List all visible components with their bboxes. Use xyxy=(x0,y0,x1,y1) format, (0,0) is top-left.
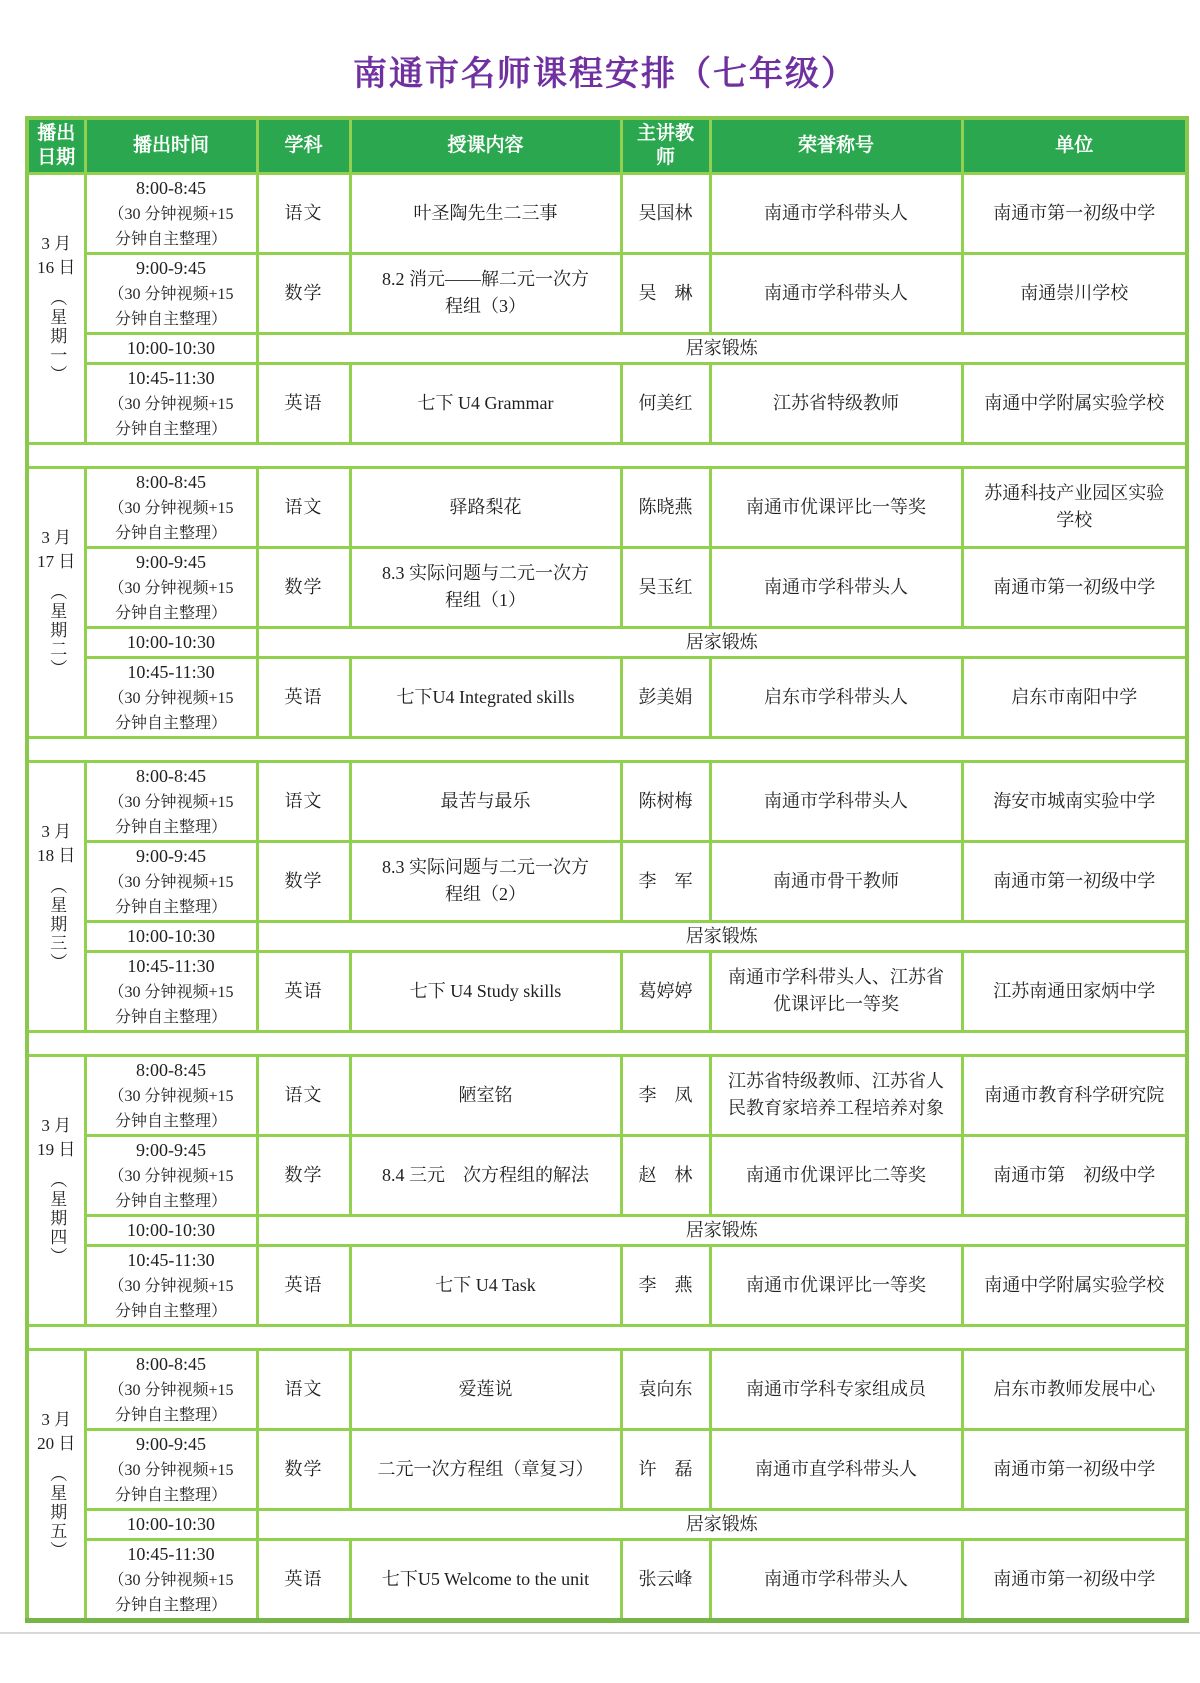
date-day: 16 日 xyxy=(37,258,76,277)
separator-cell xyxy=(27,1031,1187,1055)
subject-cell: 语文 xyxy=(257,467,350,547)
subject-cell: 语文 xyxy=(257,1055,350,1135)
time-note-line1: （30 分钟视频+15 xyxy=(108,1461,234,1479)
lesson-row xyxy=(27,1055,1187,1135)
header-row xyxy=(27,118,1187,173)
time-range: 8:00-8:45 xyxy=(136,1059,206,1080)
content-cell: 驿路梨花 xyxy=(350,467,621,547)
honor-cell: 南通市学科带头人 xyxy=(710,253,962,333)
time-note-line2: 分钟自主整理） xyxy=(114,1596,227,1614)
teacher-cell: 李 燕 xyxy=(621,1245,710,1325)
lesson-row xyxy=(27,657,1187,737)
teacher-cell: 李 军 xyxy=(621,841,710,921)
time-note-line1: （30 分钟视频+15 xyxy=(108,873,234,891)
time-note-line1: （30 分钟视频+15 xyxy=(108,285,234,303)
time-note-line1: （30 分钟视频+15 xyxy=(108,1277,234,1295)
content-cell: 二元一次方程组（章复习） xyxy=(350,1429,621,1509)
honor-cell: 南通市优课评比二等奖 xyxy=(710,1135,962,1215)
time-cell xyxy=(85,921,257,951)
date-month: 3 月 xyxy=(41,822,72,841)
honor-cell: 南通市学科带头人 xyxy=(710,1539,962,1620)
teacher-cell: 吴国林 xyxy=(621,173,710,253)
subject-cell: 数学 xyxy=(257,1429,350,1509)
date-weekday: （星期五） xyxy=(47,1465,67,1560)
content-cell: 最苦与最乐 xyxy=(350,761,621,841)
time-cell xyxy=(85,467,257,547)
exercise-cell: 居家锻炼 xyxy=(257,1215,1187,1245)
time-cell xyxy=(85,173,257,253)
time-note-line1: （30 分钟视频+15 xyxy=(108,1167,234,1185)
honor-cell: 江苏省特级教师、江苏省人民教育家培养工程培养对象 xyxy=(710,1055,962,1135)
time-range: 10:00-10:30 xyxy=(127,925,215,946)
teacher-cell: 赵 林 xyxy=(621,1135,710,1215)
time-range: 10:00-10:30 xyxy=(127,1219,215,1240)
lesson-row xyxy=(27,467,1187,547)
date-day: 18 日 xyxy=(37,846,76,865)
content-cell: 七下 U4 Study skills xyxy=(350,951,621,1031)
date-day: 20 日 xyxy=(37,1434,76,1453)
time-range: 8:00-8:45 xyxy=(136,765,206,786)
lesson-row xyxy=(27,951,1187,1031)
time-range: 9:00-9:45 xyxy=(136,1139,206,1160)
teacher-cell: 许 磊 xyxy=(621,1429,710,1509)
exercise-row xyxy=(27,1215,1187,1245)
exercise-cell: 居家锻炼 xyxy=(257,921,1187,951)
date-cell xyxy=(27,173,85,443)
subject-cell: 英语 xyxy=(257,1245,350,1325)
time-cell xyxy=(85,333,257,363)
time-note-line1: （30 分钟视频+15 xyxy=(108,793,234,811)
exercise-row xyxy=(27,1509,1187,1539)
date-month: 3 月 xyxy=(41,1116,72,1135)
lesson-row xyxy=(27,1539,1187,1620)
time-note-line2: 分钟自主整理） xyxy=(114,818,227,836)
unit-cell: 苏通科技产业园区实验学校 xyxy=(962,467,1187,547)
time-note-line1: （30 分钟视频+15 xyxy=(108,689,234,707)
time-note-line1: （30 分钟视频+15 xyxy=(108,1571,234,1589)
subject-cell: 英语 xyxy=(257,1539,350,1620)
header-cell-teacher: 主讲教师 xyxy=(621,118,710,173)
time-note-line1: （30 分钟视频+15 xyxy=(108,1381,234,1399)
time-note-line1: （30 分钟视频+15 xyxy=(108,1087,234,1105)
time-cell xyxy=(85,1055,257,1135)
lesson-row xyxy=(27,253,1187,333)
time-cell xyxy=(85,547,257,627)
time-range: 8:00-8:45 xyxy=(136,471,206,492)
lesson-row xyxy=(27,1429,1187,1509)
page-title: 南通市名师课程安排（七年级） xyxy=(353,56,857,93)
subject-cell: 英语 xyxy=(257,951,350,1031)
time-range: 9:00-9:45 xyxy=(136,1433,206,1454)
exercise-row xyxy=(27,627,1187,657)
time-range: 10:45-11:30 xyxy=(127,367,215,388)
unit-cell: 南通市教育科学研究院 xyxy=(962,1055,1187,1135)
unit-cell: 南通市第 初级中学 xyxy=(962,1135,1187,1215)
time-cell xyxy=(85,1349,257,1429)
unit-cell: 启东市教师发展中心 xyxy=(962,1349,1187,1429)
teacher-cell: 陈树梅 xyxy=(621,761,710,841)
schedule-table xyxy=(25,116,1189,1623)
honor-cell: 南通市直学科带头人 xyxy=(710,1429,962,1509)
date-weekday: （星期三） xyxy=(47,877,67,972)
header-cell-honor: 荣誉称号 xyxy=(710,118,962,173)
unit-cell: 南通中学附属实验学校 xyxy=(962,1245,1187,1325)
unit-cell: 南通崇川学校 xyxy=(962,253,1187,333)
date-weekday: （星期一） xyxy=(47,289,67,384)
content-cell: 七下U5 Welcome to the unit xyxy=(350,1539,621,1620)
date-cell xyxy=(27,761,85,1031)
subject-cell: 数学 xyxy=(257,253,350,333)
time-note-line1: （30 分钟视频+15 xyxy=(108,983,234,1001)
subject-cell: 英语 xyxy=(257,657,350,737)
teacher-cell: 吴 琳 xyxy=(621,253,710,333)
honor-cell: 江苏省特级教师 xyxy=(710,363,962,443)
date-month: 3 月 xyxy=(41,1410,72,1429)
time-note-line2: 分钟自主整理） xyxy=(114,714,227,732)
lesson-row xyxy=(27,841,1187,921)
time-note-line2: 分钟自主整理） xyxy=(114,230,227,248)
separator-row xyxy=(27,1031,1187,1055)
unit-cell: 南通市第一初级中学 xyxy=(962,841,1187,921)
time-note-line2: 分钟自主整理） xyxy=(114,604,227,622)
header-cell-subject: 学科 xyxy=(257,118,350,173)
teacher-cell: 吴玉红 xyxy=(621,547,710,627)
content-cell: 叶圣陶先生二三事 xyxy=(350,173,621,253)
time-range: 9:00-9:45 xyxy=(136,845,206,866)
unit-cell: 南通市第一初级中学 xyxy=(962,1539,1187,1620)
lesson-row xyxy=(27,761,1187,841)
time-range: 8:00-8:45 xyxy=(136,1353,206,1374)
unit-cell: 南通市第一初级中学 xyxy=(962,547,1187,627)
honor-cell: 南通市骨干教师 xyxy=(710,841,962,921)
time-range: 9:00-9:45 xyxy=(136,551,206,572)
date-day: 19 日 xyxy=(37,1140,76,1159)
teacher-cell: 葛婷婷 xyxy=(621,951,710,1031)
subject-cell: 数学 xyxy=(257,547,350,627)
unit-cell: 南通市第一初级中学 xyxy=(962,1429,1187,1509)
teacher-cell: 张云峰 xyxy=(621,1539,710,1620)
time-cell xyxy=(85,951,257,1031)
time-note-line1: （30 分钟视频+15 xyxy=(108,579,234,597)
time-cell xyxy=(85,1215,257,1245)
content-cell: 8.3 实际问题与二元一次方程组（2） xyxy=(350,841,621,921)
time-range: 8:00-8:45 xyxy=(136,177,206,198)
date-cell xyxy=(27,467,85,737)
date-month: 3 月 xyxy=(41,528,72,547)
header-cell-broadcast-date: 播出日期 xyxy=(27,118,85,173)
time-note-line2: 分钟自主整理） xyxy=(114,1192,227,1210)
honor-cell: 南通市学科带头人 xyxy=(710,761,962,841)
time-note-line1: （30 分钟视频+15 xyxy=(108,395,234,413)
time-range: 9:00-9:45 xyxy=(136,257,206,278)
time-cell xyxy=(85,841,257,921)
time-note-line2: 分钟自主整理） xyxy=(114,1008,227,1026)
time-cell xyxy=(85,761,257,841)
unit-cell: 南通市第一初级中学 xyxy=(962,173,1187,253)
time-note-line2: 分钟自主整理） xyxy=(114,1406,227,1424)
exercise-cell: 居家锻炼 xyxy=(257,333,1187,363)
honor-cell: 南通市优课评比一等奖 xyxy=(710,467,962,547)
lesson-row xyxy=(27,1349,1187,1429)
unit-cell: 南通中学附属实验学校 xyxy=(962,363,1187,443)
lesson-row xyxy=(27,173,1187,253)
separator-row xyxy=(27,1325,1187,1349)
content-cell: 七下 U4 Grammar xyxy=(350,363,621,443)
unit-cell: 海安市城南实验中学 xyxy=(962,761,1187,841)
honor-cell: 启东市学科带头人 xyxy=(710,657,962,737)
date-weekday: （星期四） xyxy=(47,1171,67,1266)
lesson-row xyxy=(27,1135,1187,1215)
time-range: 10:45-11:30 xyxy=(127,1543,215,1564)
exercise-row xyxy=(27,333,1187,363)
date-day: 17 日 xyxy=(37,552,76,571)
separator-cell xyxy=(27,737,1187,761)
time-note-line2: 分钟自主整理） xyxy=(114,420,227,438)
unit-cell: 启东市南阳中学 xyxy=(962,657,1187,737)
lesson-row xyxy=(27,363,1187,443)
separator-cell xyxy=(27,443,1187,467)
date-month: 3 月 xyxy=(41,234,72,253)
time-note-line2: 分钟自主整理） xyxy=(114,1486,227,1504)
time-range: 10:45-11:30 xyxy=(127,661,215,682)
time-note-line1: （30 分钟视频+15 xyxy=(108,499,234,517)
time-cell xyxy=(85,1135,257,1215)
honor-cell: 南通市学科带头人、江苏省优课评比一等奖 xyxy=(710,951,962,1031)
header-cell-content: 授课内容 xyxy=(350,118,621,173)
time-range: 10:00-10:30 xyxy=(127,1513,215,1534)
teacher-cell: 李 凤 xyxy=(621,1055,710,1135)
date-weekday: （星期二） xyxy=(47,583,67,678)
teacher-cell: 彭美娟 xyxy=(621,657,710,737)
separator-row xyxy=(27,443,1187,467)
time-range: 10:00-10:30 xyxy=(127,337,215,358)
time-note-line2: 分钟自主整理） xyxy=(114,1302,227,1320)
time-cell xyxy=(85,1509,257,1539)
time-note-line2: 分钟自主整理） xyxy=(114,898,227,916)
separator-row xyxy=(27,737,1187,761)
content-cell: 七下 U4 Task xyxy=(350,1245,621,1325)
content-cell: 陋室铭 xyxy=(350,1055,621,1135)
subject-cell: 语文 xyxy=(257,761,350,841)
date-cell xyxy=(27,1055,85,1325)
time-cell xyxy=(85,657,257,737)
honor-cell: 南通市学科带头人 xyxy=(710,173,962,253)
time-note-line2: 分钟自主整理） xyxy=(114,1112,227,1130)
time-cell xyxy=(85,363,257,443)
time-range: 10:45-11:30 xyxy=(127,1249,215,1270)
subject-cell: 数学 xyxy=(257,841,350,921)
time-note-line1: （30 分钟视频+15 xyxy=(108,205,234,223)
subject-cell: 英语 xyxy=(257,363,350,443)
time-cell xyxy=(85,1539,257,1620)
teacher-cell: 何美红 xyxy=(621,363,710,443)
time-note-line2: 分钟自主整理） xyxy=(114,310,227,328)
teacher-cell: 陈晓燕 xyxy=(621,467,710,547)
teacher-cell: 袁向东 xyxy=(621,1349,710,1429)
header-cell-unit: 单位 xyxy=(962,118,1187,173)
honor-cell: 南通市学科专家组成员 xyxy=(710,1349,962,1429)
page-edge-line xyxy=(0,1632,1200,1634)
exercise-cell: 居家锻炼 xyxy=(257,1509,1187,1539)
time-note-line2: 分钟自主整理） xyxy=(114,524,227,542)
honor-cell: 南通市优课评比一等奖 xyxy=(710,1245,962,1325)
time-range: 10:00-10:30 xyxy=(127,631,215,652)
time-cell xyxy=(85,253,257,333)
subject-cell: 语文 xyxy=(257,1349,350,1429)
subject-cell: 语文 xyxy=(257,173,350,253)
subject-cell: 数学 xyxy=(257,1135,350,1215)
lesson-row xyxy=(27,547,1187,627)
content-cell: 8.3 实际问题与二元一次方程组（1） xyxy=(350,547,621,627)
honor-cell: 南通市学科带头人 xyxy=(710,547,962,627)
separator-cell xyxy=(27,1325,1187,1349)
time-cell xyxy=(85,1429,257,1509)
header-cell-broadcast-time: 播出时间 xyxy=(85,118,257,173)
unit-cell: 江苏南通田家炳中学 xyxy=(962,951,1187,1031)
content-cell: 8.4 三元 次方程组的解法 xyxy=(350,1135,621,1215)
time-cell xyxy=(85,1245,257,1325)
date-cell xyxy=(27,1349,85,1620)
exercise-cell: 居家锻炼 xyxy=(257,627,1187,657)
content-cell: 七下U4 Integrated skills xyxy=(350,657,621,737)
exercise-row xyxy=(27,921,1187,951)
lesson-row xyxy=(27,1245,1187,1325)
time-cell xyxy=(85,627,257,657)
content-cell: 8.2 消元——解二元一次方程组（3） xyxy=(350,253,621,333)
content-cell: 爱莲说 xyxy=(350,1349,621,1429)
time-range: 10:45-11:30 xyxy=(127,955,215,976)
